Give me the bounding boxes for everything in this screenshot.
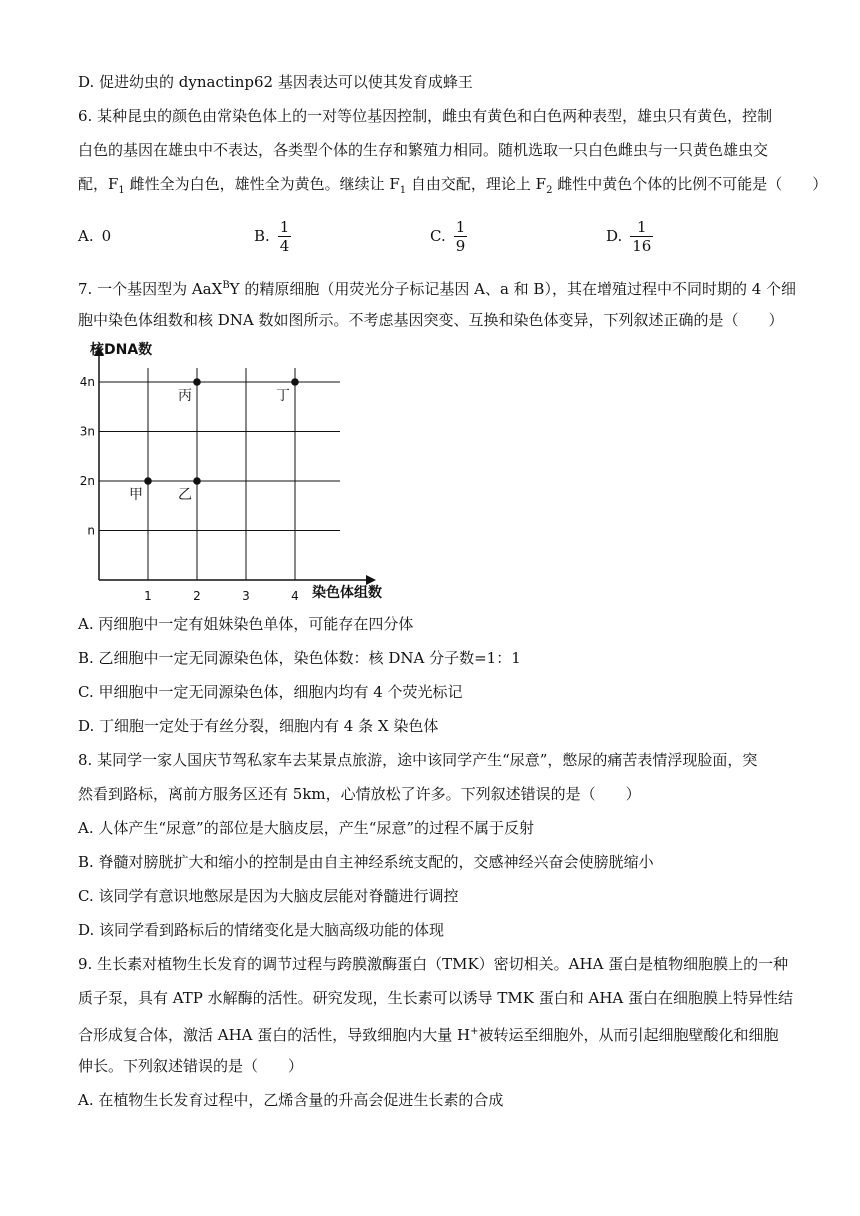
q9-stem-line-3: 合形成复合体，激活 AHA 蛋白的活性，导致细胞内大量 H+被转运至细胞外，从而引起细胞壁酸化和细胞 [78,1026,779,1044]
q7-option-a: A. 丙细胞中一定有姐妹染色单体，可能存在四分体 [78,615,414,633]
y-axis-label: 核DNA数 [90,342,153,358]
q6-options [78,214,778,258]
q6-option-b: B. $\frac{1}{4}$ [254,217,290,255]
q8-stem-line-2: 然看到路标，离前方服务区还有 5km，心情放松了许多。下列叙述错误的是（ ） [78,785,641,803]
q8-stem-line-1: 8. 某同学一家人国庆节驾私家车去某景点旅游，途中该同学产生“尿意”，憋尿的痛苦表情浮现脸面，突 [78,751,758,769]
y-tick-label: 3n [79,424,95,439]
q9-stem-line-2: 质子泵，具有 ATP 水解酶的活性。研究发现，生长素可以诱导 TMK 蛋白和 AHA 蛋白在细胞膜上特异性结 [78,989,794,1007]
data-point [193,477,201,485]
q9-option-a: A. 在植物生长发育过程中，乙烯含量的升高会促进生长素的合成 [78,1091,504,1109]
q7-option-b: B. 乙细胞中一定无同源染色体，染色体数：核 DNA 分子数=1：1 [78,649,521,667]
x-axis-arrow [366,575,376,585]
q7-option-c: C. 甲细胞中一定无同源染色体，细胞内均有 4 个荧光标记 [78,683,463,701]
fraction: $\frac{1}{16}$ [632,217,652,255]
q9-stem-line-4: 伸长。下列叙述错误的是（ ） [78,1057,304,1075]
q8-option-b: B. 脊髓对膀胱扩大和缩小的控制是由自主神经系统支配的，交感神经兴奋会使膀胱缩小 [78,853,654,871]
q7-stem-line-2: 胞中染色体组数和核 DNA 数如图所示。不考虑基因突变、互换和染色体变异，下列叙述正确的是（ ） [78,311,784,329]
q8-option-c: C. 该同学有意识地憋尿是因为大脑皮层能对脊髓进行调控 [78,887,459,905]
fraction: $\frac{1}{4}$ [279,217,290,255]
y-tick-label: n [87,523,95,538]
q7-option-d: D. 丁细胞一定处于有丝分裂，细胞内有 4 条 X 染色体 [78,717,439,735]
fraction: $\frac{1}{9}$ [455,217,466,255]
q7-stem-line-1: 7. 一个基因型为 AaX$^B$Y 的精原细胞（用荧光分子标记基因 A、a 和 B），其在增殖过程中不同时期的 4 个细 [78,280,797,298]
q6-option-a: A. 0 [78,227,112,245]
q6-stem-line-1: 6. 某种昆虫的颜色由常染色体上的一对等位基因控制，雌虫有黄色和白色两种表型，雄虫只有黄色，控制 [78,107,773,125]
data-point [291,378,299,386]
x-axis-label: 染色体组数 [312,585,382,601]
x-tick-label: 2 [193,589,201,603]
q6-stem-line-2: 白色的基因在雄虫中不表达，各类型个体的生存和繁殖力相同。随机选取一只白色雌虫与一只黄色雄虫交 [78,141,769,159]
data-point [193,378,201,386]
x-tick-label: 3 [242,589,250,603]
q8-option-d: D. 该同学看到路标后的情绪变化是大脑高级功能的体现 [78,921,445,939]
data-point [144,477,152,485]
y-tick-label: 2n [79,474,95,488]
q6-option-d: D. $\frac{1}{16}$ [606,217,652,255]
q9-stem-line-1: 9. 生长素对植物生长发育的调节过程与跨膜激酶蛋白（TMK）密切相关。AHA 蛋白是植物细胞膜上的一种 [78,955,789,973]
data-point-label: 丙 [178,388,192,404]
q5-option-d: D. 促进幼虫的 dynactinp62 基因表达可以使其发育成蜂王 [78,73,473,91]
q8-option-a: A. 人体产生“尿意”的部位是大脑皮层，产生“尿意”的过程不属于反射 [78,819,535,837]
x-tick-label: 1 [144,589,152,603]
q6-option-c: C. $\frac{1}{9}$ [430,217,466,255]
data-point-label: 甲 [129,487,143,503]
data-point-label: 乙 [178,487,192,503]
data-point-label: 丁 [276,388,290,404]
x-tick-label: 4 [291,589,299,603]
dna-chromosome-chart [78,338,398,608]
q6-stem-line-3: 配，$F_1$ 雌性全为白色，雄性全为黄色。继续让 $F_1$ 自由交配，理论上 $F_2$ 雌性中黄色个体的比例不可能是（ ） [78,175,828,196]
y-tick-label: 4n [79,375,95,389]
